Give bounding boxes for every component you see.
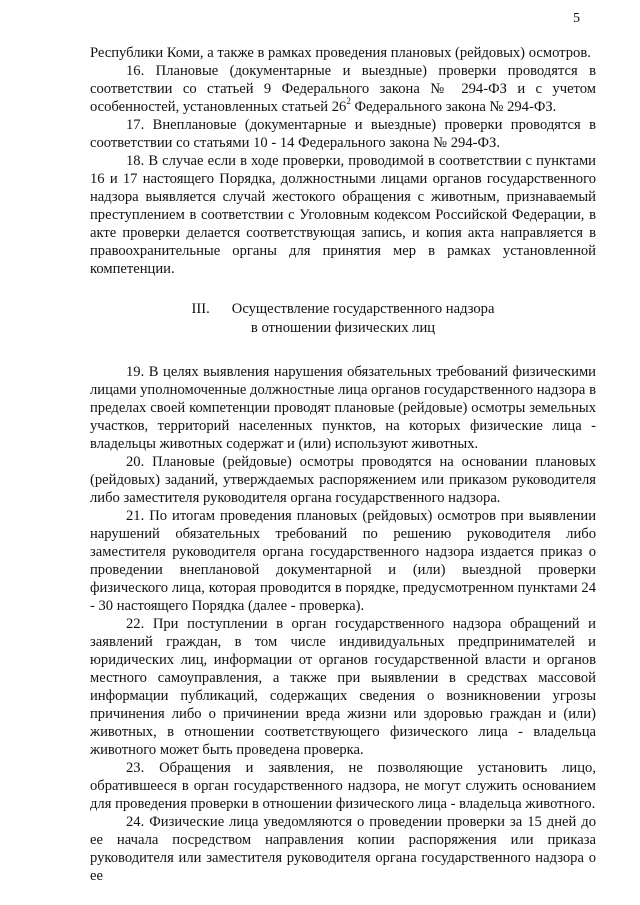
paragraph-16 xyxy=(90,62,596,116)
section-title-line1: Осуществление государственного надзора xyxy=(231,301,495,317)
paragraph-24: 24. Физические лица уведомляются о проведении проверки за 15 дней до ее начала посредством направления копии распоряжения или приказа руководителя или заместителя руководителя органа государственного надзора о ее xyxy=(90,814,596,884)
paragraph-16-tail: Федерального закона № 294-ФЗ. xyxy=(350,99,557,115)
paragraph-19: 19. В целях выявления нарушения обязательных требований физическими лицами уполномоченные должностные лица органов государственного надзора в пределах своей компетенции проводят плановые (рейдовые) осмотры земельных участков, территорий населенных пунктов, на которых физические лица - владельцы животных содержат и (или) используют животных. xyxy=(90,364,596,452)
paragraph-17: 17. Внеплановые (документарные и выездные) проверки проводятся в соответствии со статьями 10 - 14 Федерального закона № 294-ФЗ. xyxy=(90,117,596,151)
section-heading xyxy=(90,300,596,338)
section-heading-line1 xyxy=(90,300,596,319)
paragraph-20: 20. Плановые (рейдовые) осмотры проводятся на основании плановых (рейдовых) заданий, утверждаемых распоряжением или приказом руководителя либо заместителя руководителя органа государственного надзора. xyxy=(90,454,596,506)
paragraph-23: 23. Обращения и заявления, не позволяющие установить лицо, обратившееся в орган государственного надзора, не могут служить основанием для проведения проверки в отношении физического лица - владельца животного. xyxy=(90,760,596,812)
paragraph-22: 22. При поступлении в орган государственного надзора обращений и заявлений граждан, в том числе индивидуальных предпринимателей и юридических лиц, информации от органов государственной власти и органов местного самоуправления, а также при выявлении в средствах массовой информации публикаций, содержащих сведения о возникновении угрозы причинения либо о причинении вреда жизни или здоровью граждан и (или) животных, в отношении соответствующего физического лица - владельца животного может быть проведена проверка. xyxy=(90,616,596,758)
paragraph-16-text: 16. Плановые (документарные и выездные) проверки проводятся в соответствии со статьей 9 Федерального закона № 294-ФЗ и с учетом особенностей, установленных статьей 26 xyxy=(90,63,596,115)
section-number: III. xyxy=(191,301,210,317)
paragraph-continuation: Республики Коми, а также в рамках проведения плановых (рейдовых) осмотров. xyxy=(90,45,591,61)
paragraph-18: 18. В случае если в ходе проверки, проводимой в соответствии с пунктами 16 и 17 настоящего Порядка, должностными лицами органов государственного надзора выявляется случай жестокого обращения с животным, признаваемый преступлением в соответствии с Уголовным кодексом Российской Федерации, в акте проверки делается соответствующая запись, и копия акта направляется в правоохранительные органы для принятия мер в рамках установленной компетенции. xyxy=(90,153,596,277)
page-number: 5 xyxy=(573,11,580,26)
paragraph-21: 21. По итогам проведения плановых (рейдовых) осмотров при выявлении нарушений обязательных требований по решению руководителя либо заместителя руководителя органа государственного надзора издается приказ о проведении внеплановой документарной и (или) выездной проверки физического лица, которая проводится в порядке, предусмотренном пунктами 24 - 30 настоящего Порядка (далее - проверка). xyxy=(90,508,596,614)
section-title-line2: в отношении физических лиц xyxy=(250,320,436,336)
superscript: 2 xyxy=(346,96,351,107)
document-body xyxy=(90,44,596,885)
